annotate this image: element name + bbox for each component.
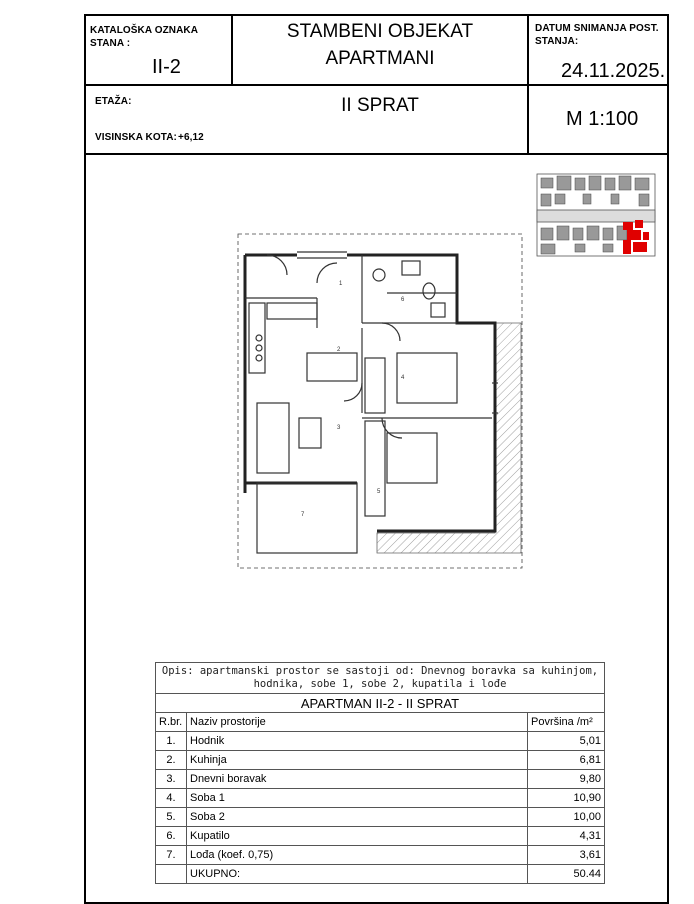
- row-rbr: 1.: [156, 732, 187, 751]
- row-povrsina: 9,80: [528, 770, 605, 789]
- table-title: APARTMAN II-2 - II SPRAT: [156, 694, 605, 713]
- row-naziv: Soba 1: [187, 789, 528, 808]
- col-header-povrsina: Površina /m²: [528, 713, 605, 732]
- room-number: 1: [339, 281, 343, 287]
- kota-label: VISINSKA KOTA:: [95, 132, 177, 143]
- table-row: [156, 770, 605, 789]
- scale-value: M 1:100: [566, 108, 639, 130]
- row-naziv: Kupatilo: [187, 827, 528, 846]
- row-rbr: 2.: [156, 751, 187, 770]
- row-naziv: Lođa (koef. 0,75): [187, 846, 528, 865]
- total-value: 50.44: [528, 865, 605, 884]
- row-rbr: 7.: [156, 846, 187, 865]
- row-rbr: 4.: [156, 789, 187, 808]
- table-row: [156, 732, 605, 751]
- room-number: 4: [401, 375, 405, 381]
- row-naziv: Kuhinja: [187, 751, 528, 770]
- row-naziv: Hodnik: [187, 732, 528, 751]
- kota-value: +6,12: [178, 132, 204, 143]
- header-divider-2: [84, 153, 669, 155]
- col-header-naziv: Naziv prostorije: [187, 713, 528, 732]
- room-number: 3: [337, 425, 341, 431]
- row-povrsina: 4,31: [528, 827, 605, 846]
- row-povrsina: 10,90: [528, 789, 605, 808]
- col-header-rbr: R.br.: [156, 713, 187, 732]
- row-naziv: Soba 2: [187, 808, 528, 827]
- table-row: [156, 808, 605, 827]
- room-number: 5: [377, 489, 381, 495]
- total-label: UKUPNO:: [187, 865, 528, 884]
- oznaka-label: KATALOŠKA OZNAKA STANA :: [90, 25, 198, 49]
- table-row: [156, 827, 605, 846]
- row-naziv: Dnevni boravak: [187, 770, 528, 789]
- area-table: [155, 662, 605, 884]
- row-rbr: 5.: [156, 808, 187, 827]
- datum-label: DATUM SNIMANJA POST. STANJA:: [535, 23, 659, 47]
- room-number: 7: [301, 512, 305, 518]
- etaza-value: II SPRAT: [341, 95, 419, 116]
- etaza-label: ETAŽA:: [95, 96, 132, 107]
- table-row: [156, 751, 605, 770]
- objekat-line2: APARTMANI: [325, 48, 435, 69]
- table-row: [156, 846, 605, 865]
- table-row: [156, 789, 605, 808]
- table-total-row: [156, 865, 605, 884]
- datum-value: 24.11.2025.: [561, 60, 666, 82]
- table-description: Opis: apartmanski prostor se sastoji od: Dnevnog boravka sa kuhinjom, hodnika, sobe 1, sobe 2, kupatila i lođe: [156, 663, 605, 694]
- row-povrsina: 3,61: [528, 846, 605, 865]
- oznaka-value: II-2: [152, 56, 181, 78]
- row-povrsina: 10,00: [528, 808, 605, 827]
- row-rbr: 3.: [156, 770, 187, 789]
- objekat-line1: STAMBENI OBJEKAT: [286, 21, 474, 42]
- building-key-map: [535, 172, 661, 265]
- header-vdivider-2: [527, 14, 529, 154]
- floor-plan: [237, 233, 527, 578]
- header-divider-1: [84, 84, 669, 86]
- row-povrsina: 5,01: [528, 732, 605, 751]
- row-povrsina: 6,81: [528, 751, 605, 770]
- room-number: 6: [401, 297, 405, 303]
- row-rbr: 6.: [156, 827, 187, 846]
- room-number: 2: [337, 347, 341, 353]
